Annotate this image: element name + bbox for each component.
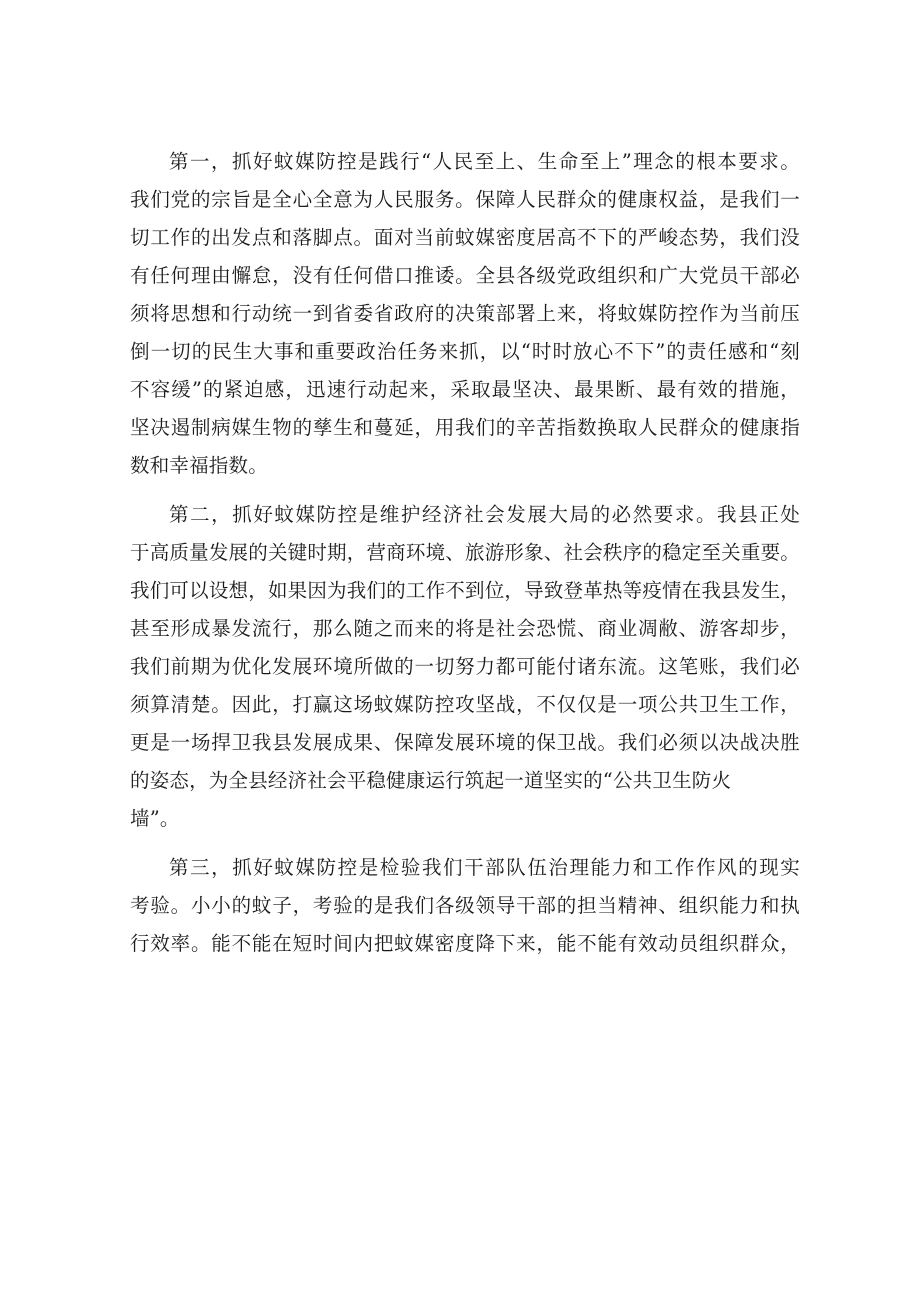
text-line: 须算清楚。因此，打赢这场蚊媒防控攻坚战，不仅仅是一项公共卫生工作， <box>130 693 800 716</box>
text-line: 第二，抓好蚊媒防控是维护经济社会发展大局的必然要求。我县正处 <box>169 503 800 526</box>
text-line: 第一，抓好蚊媒防控是践行“人民至上、生命至上”理念的根本要求。 <box>169 150 800 173</box>
text-line: 不容缓”的紧迫感，迅速行动起来，采取最坚决、最果断、最有效的措施， <box>130 378 800 401</box>
text-line: 于高质量发展的关键时期，营商环境、旅游形象、社会秩序的稳定至关重要。 <box>130 541 800 564</box>
paragraph-3 <box>130 856 800 955</box>
text-line: 数和幸福指数。 <box>130 454 268 477</box>
paragraph-1 <box>130 150 800 477</box>
text-line: 考验。小小的蚊子，考验的是我们各级领导干部的担当精神、组织能力和执 <box>130 894 800 917</box>
text-line: 倒一切的民生大事和重要政治任务来抓，以“时时放心不下”的责任感和“刻 <box>130 340 800 363</box>
text-line: 我们可以设想，如果因为我们的工作不到位，导致登革热等疫情在我县发生， <box>130 579 800 602</box>
text-line: 的姿态，为全县经济社会平稳健康运行筑起一道坚实的“公共卫生防火 <box>130 769 732 792</box>
text-line: 有任何理由懈怠，没有任何借口推诿。全县各级党政组织和广大党员干部必 <box>130 264 800 287</box>
text-line: 我们党的宗旨是全心全意为人民服务。保障人民群众的健康权益，是我们一 <box>130 188 800 211</box>
paragraph-2 <box>130 503 800 830</box>
text-line: 须将思想和行动统一到省委省政府的决策部署上来，将蚊媒防控作为当前压 <box>130 302 800 325</box>
text-line: 甚至形成暴发流行，那么随之而来的将是社会恐慌、商业凋敝、游客却步， <box>130 617 800 640</box>
text-line: 更是一场捍卫我县发展成果、保障发展环境的保卫战。我们必须以决战决胜 <box>130 731 800 754</box>
text-line: 坚决遏制病媒生物的孳生和蔓延，用我们的辛苦指数换取人民群众的健康指 <box>130 416 800 439</box>
text-line: 我们前期为优化发展环境所做的一切努力都可能付诸东流。这笔账，我们必 <box>130 655 800 678</box>
text-line: 第三，抓好蚊媒防控是检验我们干部队伍治理能力和工作作风的现实 <box>169 856 800 879</box>
text-line: 墙”。 <box>130 807 180 830</box>
text-line: 切工作的出发点和落脚点。面对当前蚊媒密度居高不下的严峻态势，我们没 <box>130 226 800 249</box>
text-line: 行效率。能不能在短时间内把蚊媒密度降下来，能不能有效动员组织群众， <box>130 932 800 955</box>
document-page <box>130 150 800 981</box>
